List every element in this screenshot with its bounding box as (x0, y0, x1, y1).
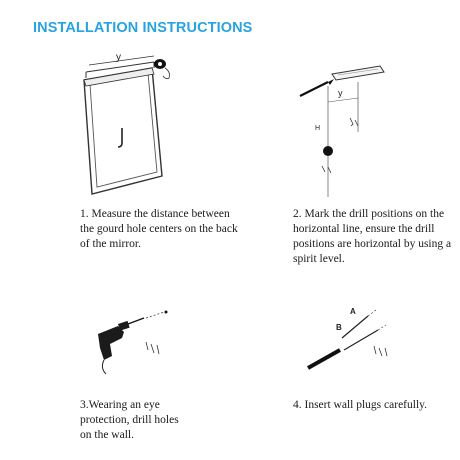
step-3-text: 3.Wearing an eye protection, drill holes on the wall. (80, 399, 179, 441)
drill-icon (92, 308, 182, 378)
label-b-plug: B (336, 323, 342, 332)
step-4-text: 4. Insert wall plugs carefully. (293, 399, 428, 411)
label-h-wall: H (315, 125, 321, 132)
label-y-wall: y (338, 88, 343, 98)
label-a-plug: A (350, 307, 356, 316)
step-1-text: 1. Measure the distance between the gourd hole centers on the back of the mirror. (80, 208, 238, 250)
wall-plug-insert-icon (304, 306, 404, 376)
mirror-measure-icon (70, 48, 190, 198)
spirit-level-marking-icon (288, 62, 398, 197)
page-heading: INSTALLATION INSTRUCTIONS (33, 20, 253, 36)
step-2-text: 2. Mark the drill positions on the horizontal line, ensure the drill positions are horizontal by using a spirit level. (293, 208, 452, 265)
label-y-mirror: y (116, 52, 121, 63)
